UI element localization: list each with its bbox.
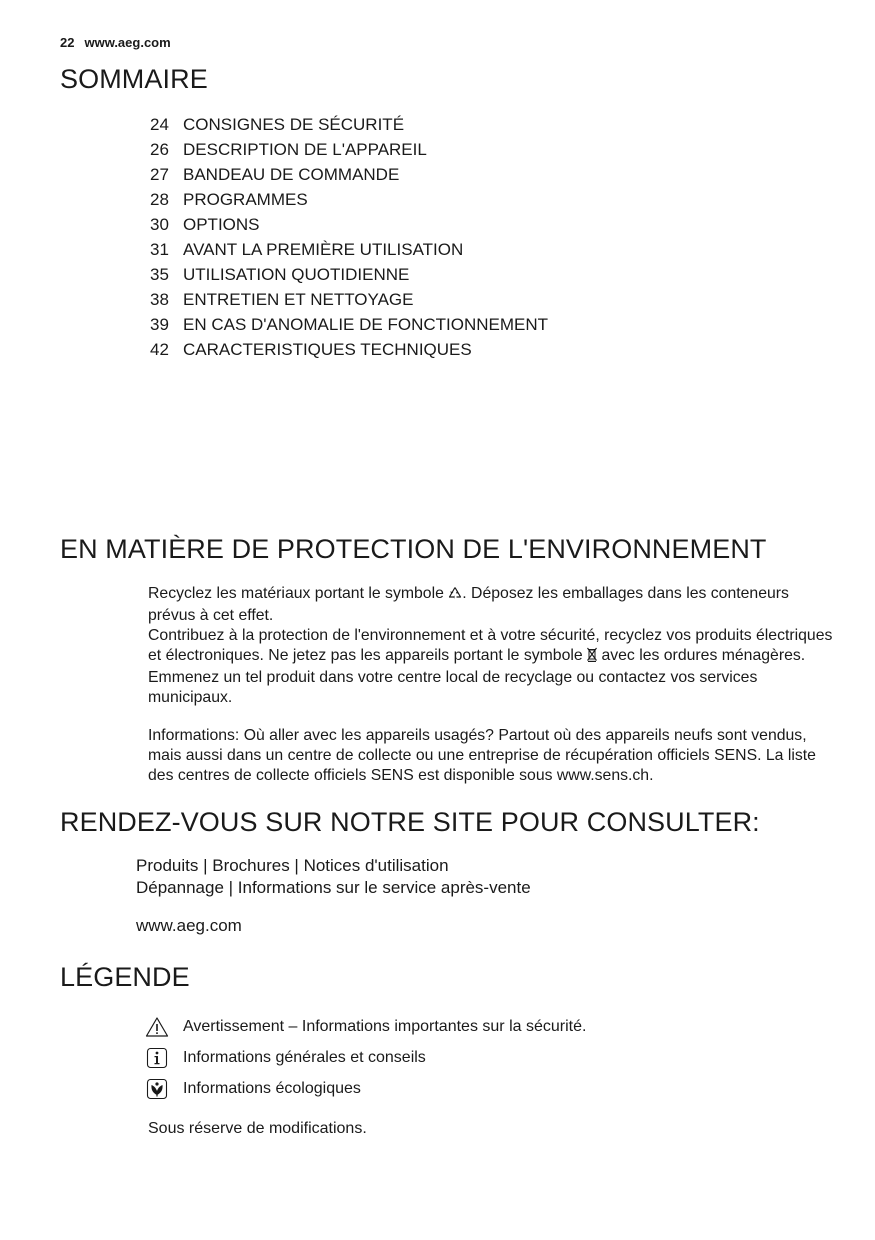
- environment-info-paragraph: Informations: Où aller avec les appareils usagés? Partout où des appareils neufs sont vendus, mais aussi dans un centre de collecte ou une entreprise de récupération officiels SENS. La liste des centres de collecte officiels SENS est disponible sous www.sens.ch.: [148, 727, 816, 784]
- toc-page: 28: [150, 190, 169, 209]
- visit-line-1: Produits | Brochures | Notices d'utilisation: [136, 856, 449, 875]
- toc-page: 38: [150, 290, 169, 309]
- toc-label: PROGRAMMES: [183, 190, 308, 209]
- toc-label: CARACTERISTIQUES TECHNIQUES: [183, 340, 472, 359]
- legend-item: [145, 1042, 586, 1073]
- toc-label: DESCRIPTION DE L'APPAREIL: [183, 140, 427, 159]
- visit-line-2: Dépannage | Informations sur le service après-vente: [136, 878, 531, 897]
- warning-icon: [145, 1016, 169, 1038]
- legend-section: [145, 1011, 586, 1138]
- toc-item[interactable]: [150, 287, 548, 312]
- toc-item[interactable]: [150, 212, 548, 237]
- toc-item[interactable]: [150, 312, 548, 337]
- eco-icon: [145, 1078, 169, 1100]
- environment-text: avec les ordures ménagères. Emmenez un tel produit dans votre centre local de recyclage ou contactez vos services municipaux.: [148, 647, 806, 706]
- toc-label: BANDEAU DE COMMANDE: [183, 165, 400, 184]
- toc-item[interactable]: [150, 237, 548, 262]
- toc-label: OPTIONS: [183, 215, 260, 234]
- legend-title: LÉGENDE: [60, 962, 190, 992]
- header-site-link[interactable]: www.aeg.com: [84, 35, 171, 50]
- environment-text: . Déposez les emballages dans les conteneurs prévus à cet effet.: [148, 585, 789, 624]
- environment-paragraph: [148, 584, 838, 708]
- info-icon: [145, 1047, 169, 1069]
- legend-text: Informations générales et conseils: [183, 1048, 426, 1066]
- toc-title: SOMMAIRE: [60, 64, 208, 94]
- visit-title: RENDEZ-VOUS SUR NOTRE SITE POUR CONSULTER:: [60, 807, 760, 837]
- toc-page: 24: [150, 115, 169, 134]
- legend-text: Informations écologiques: [183, 1079, 361, 1097]
- toc-page: 31: [150, 240, 169, 259]
- legend-item: [145, 1011, 586, 1042]
- environment-title: EN MATIÈRE DE PROTECTION DE L'ENVIRONNEMENT: [60, 534, 767, 564]
- recycle-icon: [448, 586, 462, 606]
- page-header: [60, 35, 171, 50]
- toc-page: 30: [150, 215, 169, 234]
- toc-item[interactable]: [150, 137, 548, 162]
- toc-item[interactable]: [150, 162, 548, 187]
- toc-label: CONSIGNES DE SÉCURITÉ: [183, 115, 405, 134]
- toc-item[interactable]: [150, 337, 548, 362]
- toc-page: 39: [150, 315, 169, 334]
- legend-note: Sous réserve de modifications.: [148, 1120, 367, 1137]
- environment-text: Recyclez les matériaux portant le symbole: [148, 585, 444, 602]
- toc-item[interactable]: [150, 187, 548, 212]
- page-number: 22: [60, 35, 75, 50]
- toc-item[interactable]: [150, 112, 548, 137]
- website-link[interactable]: www.aeg.com: [136, 916, 242, 935]
- toc-page: 27: [150, 165, 169, 184]
- toc-page: 26: [150, 140, 169, 159]
- visit-section: [136, 855, 531, 937]
- toc-label: ENTRETIEN ET NETTOYAGE: [183, 290, 414, 309]
- environment-text: Contribuez à la protection de l'environnement et à votre sécurité, recyclez vos produits électriques et électroniques. Ne jetez pas les appareils portant le symbole: [148, 627, 833, 664]
- environment-section: [148, 584, 838, 786]
- toc-page: 35: [150, 265, 169, 284]
- toc-label: EN CAS D'ANOMALIE DE FONCTIONNEMENT: [183, 315, 549, 334]
- legend-item: [145, 1073, 586, 1104]
- legend-text: Avertissement – Informations importantes sur la sécurité.: [183, 1017, 587, 1035]
- toc-label: AVANT LA PREMIÈRE UTILISATION: [183, 240, 464, 259]
- toc-item[interactable]: [150, 262, 548, 287]
- toc-page: 42: [150, 340, 169, 359]
- table-of-contents: [150, 112, 548, 362]
- toc-label: UTILISATION QUOTIDIENNE: [183, 265, 410, 284]
- crossed-bin-icon: [587, 647, 597, 668]
